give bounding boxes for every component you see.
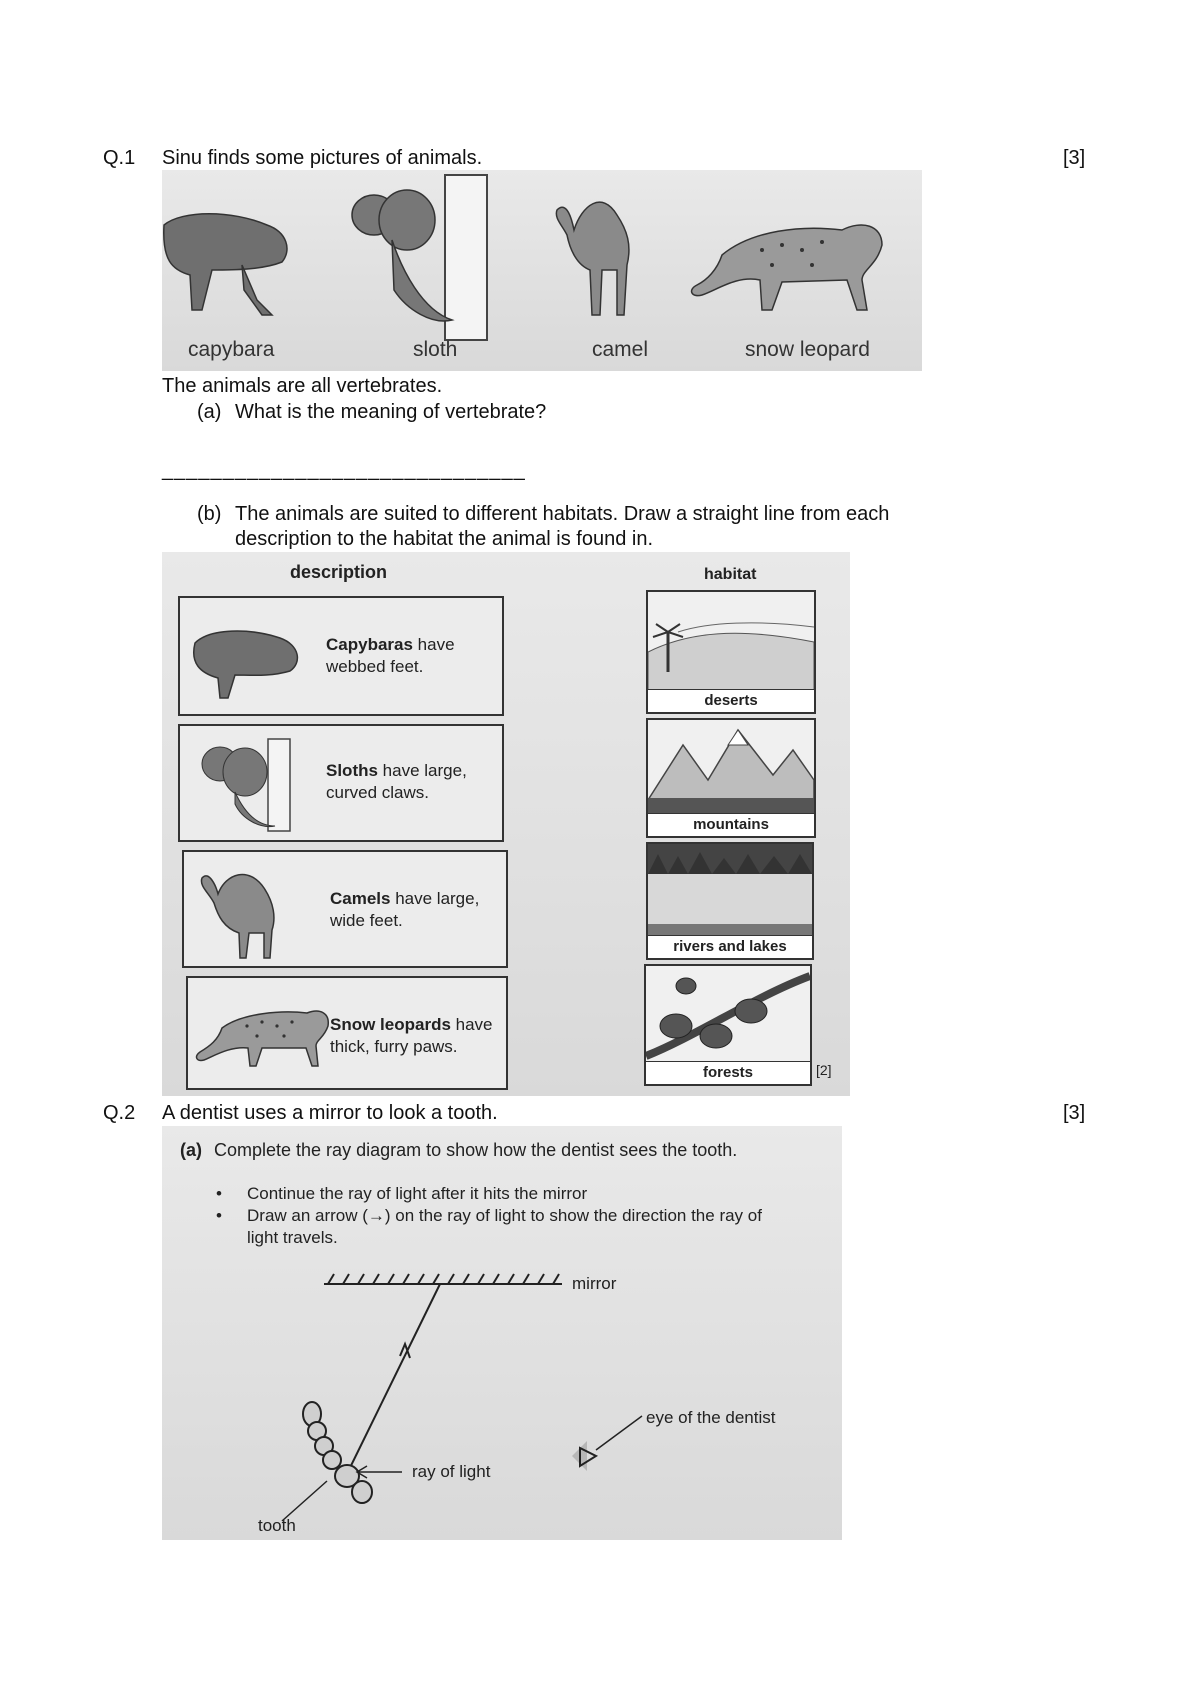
ray-diagram-photo <box>162 1126 842 1540</box>
habitat-box-deserts[interactable] <box>646 590 816 714</box>
q1-intro: The animals are all vertebrates. <box>162 375 443 397</box>
habitat-header: habitat <box>704 566 757 583</box>
desc-rest1-snow-leopard: have <box>450 1015 493 1034</box>
q1a-answer-line[interactable]: ______________________________ <box>162 459 526 481</box>
desc-bold-sloth: Sloths <box>326 761 378 780</box>
lake-scene-icon <box>648 844 812 936</box>
description-box-capybara[interactable] <box>178 596 504 716</box>
eye-pointer <box>596 1416 642 1450</box>
label-camel: camel <box>592 338 649 361</box>
description-box-camel[interactable] <box>182 850 508 968</box>
bullet-2-text: Draw an arrow (→) on the ray of light to show the direction the ray of <box>247 1206 762 1225</box>
description-text-capybara <box>326 634 455 678</box>
matching-photo <box>162 552 850 1096</box>
ray-diagram[interactable] <box>162 1126 842 1540</box>
desc-bold-snow-leopard: Snow leopards <box>330 1015 451 1034</box>
habitat-box-mountains[interactable] <box>646 718 816 838</box>
camel-icon <box>194 858 314 962</box>
ray-label: ray of light <box>412 1462 491 1481</box>
q1b-label: (b) <box>197 503 222 525</box>
habitat-label-deserts: deserts <box>648 689 814 712</box>
tooth-shapes <box>303 1402 372 1503</box>
q2-stem: A dentist uses a mirror to look a tooth. <box>162 1102 498 1124</box>
description-box-sloth[interactable] <box>178 724 504 842</box>
q2-marks: [3] <box>1063 1102 1086 1124</box>
desc-rest2-snow-leopard: thick, furry paws. <box>330 1037 458 1056</box>
snow-leopard-icon <box>192 998 332 1078</box>
description-header: description <box>290 562 388 582</box>
q1b-question-line2: description to the habitat the animal is found in. <box>235 528 654 550</box>
mountain-scene-icon <box>648 720 814 814</box>
desc-rest1-capybara: have <box>412 635 455 654</box>
bullet-1-text: Continue the ray of light after it hits the mirror <box>247 1184 588 1203</box>
habitat-box-rivers-and-lakes[interactable] <box>646 842 814 960</box>
sloth-icon <box>190 734 310 834</box>
description-text-sloth <box>326 760 467 804</box>
habitat-label-mountains: mountains <box>648 813 814 836</box>
description-box-snow-leopard[interactable] <box>186 976 508 1090</box>
capybara-icon <box>190 613 310 703</box>
q1-stem: Sinu finds some pictures of animals. <box>162 147 483 169</box>
q2a-label: (a) <box>180 1140 202 1160</box>
bullet-2: • <box>216 1206 222 1225</box>
ray-of-light-line <box>342 1284 440 1484</box>
eye-label: eye of the dentist <box>646 1408 776 1427</box>
label-snow-leopard: snow leopard <box>745 338 870 361</box>
habitat-label-rivers-and-lakes: rivers and lakes <box>648 935 812 958</box>
desc-bold-camel: Camels <box>330 889 391 908</box>
tooth-label: tooth <box>258 1516 296 1535</box>
desc-rest1-sloth: have large, <box>377 761 467 780</box>
desert-scene-icon <box>648 592 814 690</box>
q2-number: Q.2 <box>103 1102 136 1124</box>
habitat-label-forests: forests <box>646 1061 810 1084</box>
desc-rest2-sloth: curved claws. <box>326 783 429 802</box>
q1-number: Q.1 <box>103 147 136 169</box>
label-capybara: capybara <box>188 338 275 361</box>
description-text-snow-leopard <box>330 1014 493 1058</box>
q1a-label: (a) <box>197 401 222 423</box>
animals-photo <box>162 170 922 371</box>
description-text-camel <box>330 888 479 932</box>
habitat-box-forests[interactable] <box>644 964 812 1086</box>
mirror-hatching <box>328 1274 559 1284</box>
ray-label-pointer <box>357 1466 402 1478</box>
mirror-label: mirror <box>572 1274 617 1293</box>
forest-scene-icon <box>646 966 810 1062</box>
q1b-marks: [2] <box>816 1062 832 1078</box>
q1a-question: What is the meaning of vertebrate? <box>235 401 547 423</box>
desc-rest2-camel: wide feet. <box>330 911 403 930</box>
desc-rest1-camel: have large, <box>390 889 480 908</box>
desc-bold-capybara: Capybaras <box>326 635 413 654</box>
q2a-question: Complete the ray diagram to show how the dentist sees the tooth. <box>214 1140 738 1160</box>
q1-marks: [3] <box>1063 147 1086 169</box>
q1b-question-line1: The animals are suited to different habitats. Draw a straight line from each <box>235 503 890 525</box>
tooth-pointer <box>282 1481 327 1521</box>
label-sloth: sloth <box>413 338 458 361</box>
bullet-2-text-cont: light travels. <box>247 1228 338 1247</box>
desc-rest2-capybara: webbed feet. <box>326 657 424 676</box>
bullet-1: • <box>216 1184 222 1203</box>
